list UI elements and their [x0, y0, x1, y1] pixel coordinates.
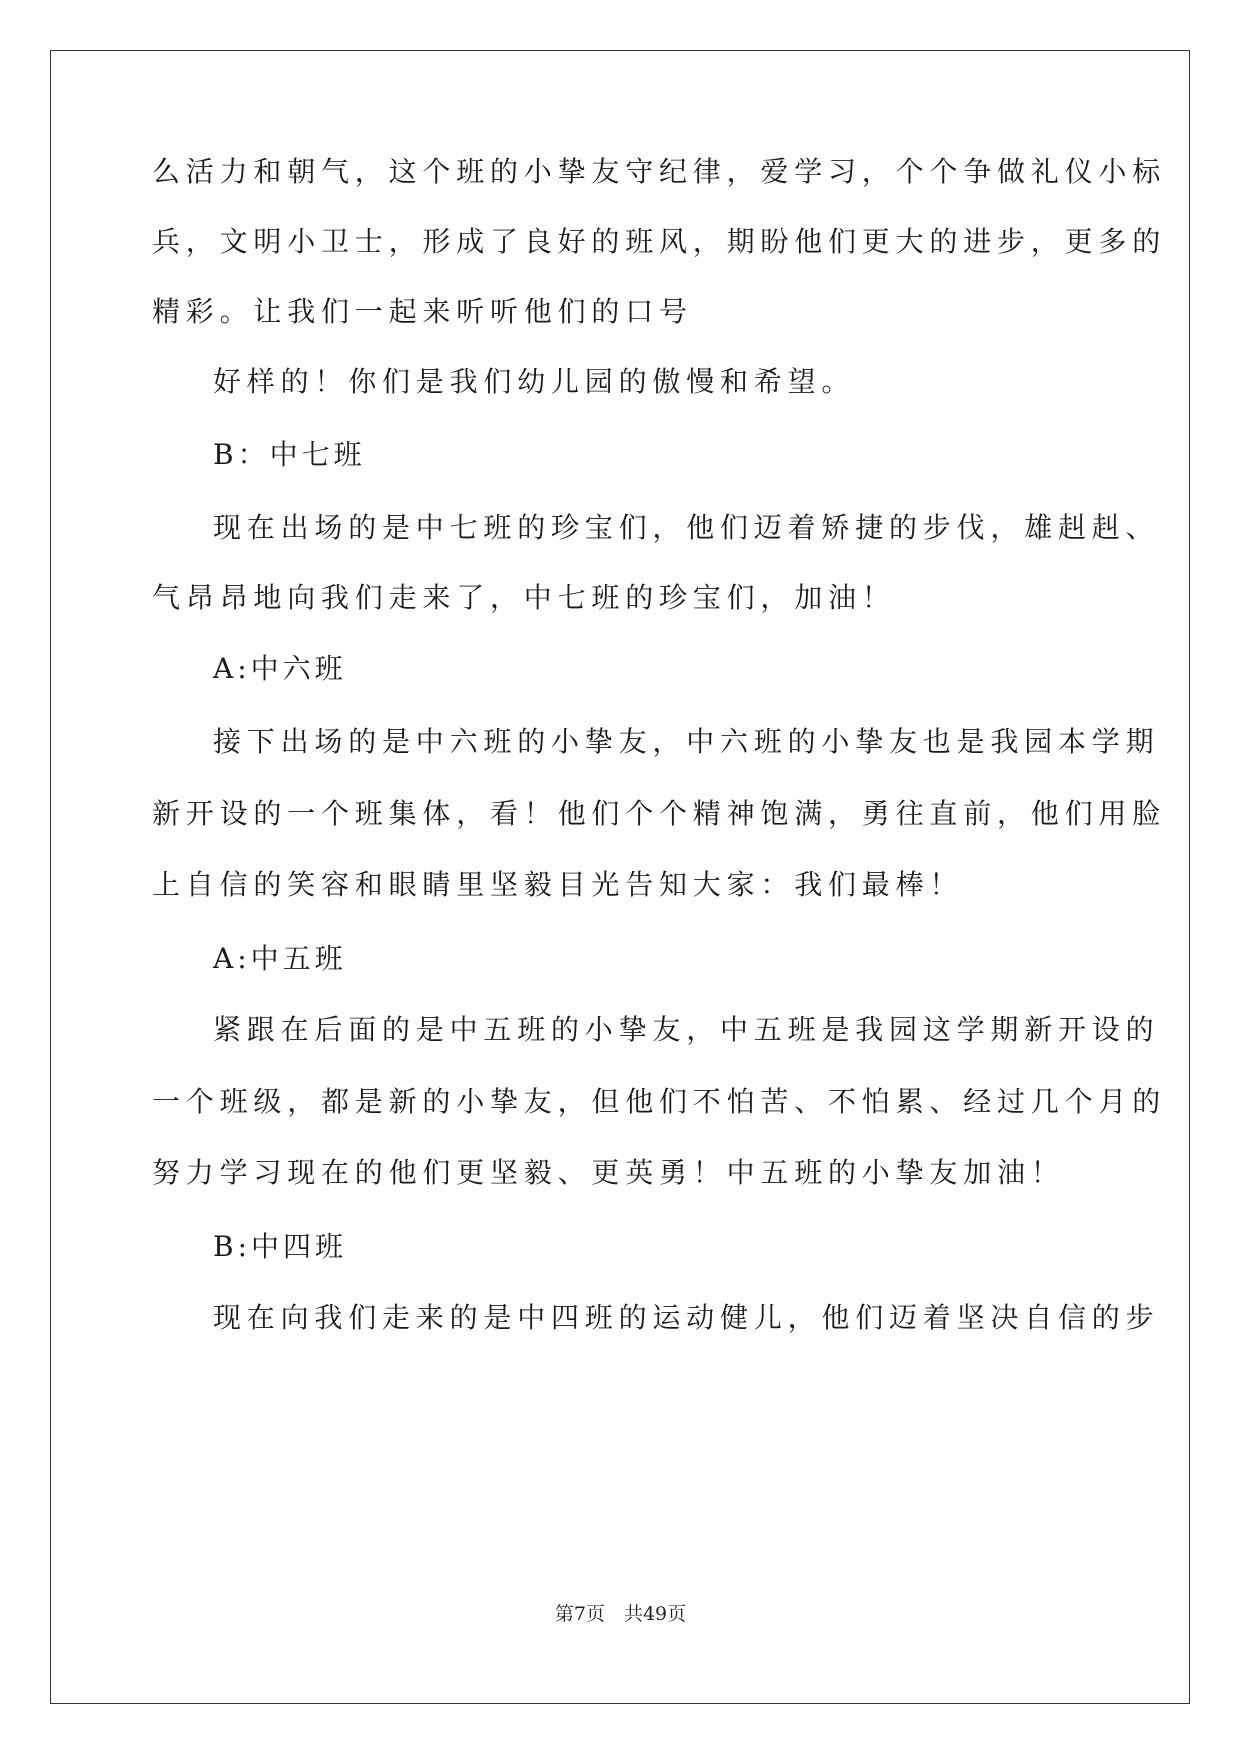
paragraph-line: 好样的！你们是我们幼儿园的傲慢和希望。	[213, 365, 856, 398]
paragraph-line: 一个班级，都是新的小挚友，但他们不怕苦、不怕累、经过几个月的	[152, 1085, 1167, 1118]
paragraph-line: 现在向我们走来的是中四班的运动健儿，他们迈着坚决自信的步	[213, 1301, 1160, 1334]
section-label: A:中六班	[213, 652, 347, 685]
paragraph-line: 努力学习现在的他们更坚毅、更英勇！中五班的小挚友加油！	[152, 1156, 1065, 1189]
section-label: B:中四班	[213, 1230, 348, 1263]
paragraph-line: 紧跟在后面的是中五班的小挚友，中五班是我园这学期新开设的	[213, 1013, 1160, 1046]
paragraph-line: 新开设的一个班集体，看！他们个个精神饱满，勇往直前，他们用脸	[152, 797, 1167, 830]
paragraph-line: 气昂昂地向我们走来了，中七班的珍宝们，加油！	[152, 581, 896, 614]
paragraph-line: 现在出场的是中七班的珍宝们，他们迈着矫捷的步伐，雄赳赳、	[213, 511, 1160, 544]
paragraph-line: 接下出场的是中六班的小挚友，中六班的小挚友也是我园本学期	[213, 725, 1160, 758]
paragraph-line: 么活力和朝气，这个班的小挚友守纪律，爱学习，个个争做礼仪小标	[152, 155, 1167, 188]
section-label: A:中五班	[213, 942, 347, 975]
page-number-label: 第7页 共49页	[554, 1603, 687, 1625]
page-number-footer	[0, 1602, 1241, 1626]
section-label: B：中七班	[213, 438, 366, 471]
paragraph-line: 精彩。让我们一起来听听他们的口号	[152, 295, 693, 328]
paragraph-line: 上自信的笑容和眼睛里坚毅目光告知大家：我们最棒！	[152, 868, 964, 901]
paragraph-line: 兵，文明小卫士，形成了良好的班风，期盼他们更大的进步，更多的	[152, 225, 1167, 258]
